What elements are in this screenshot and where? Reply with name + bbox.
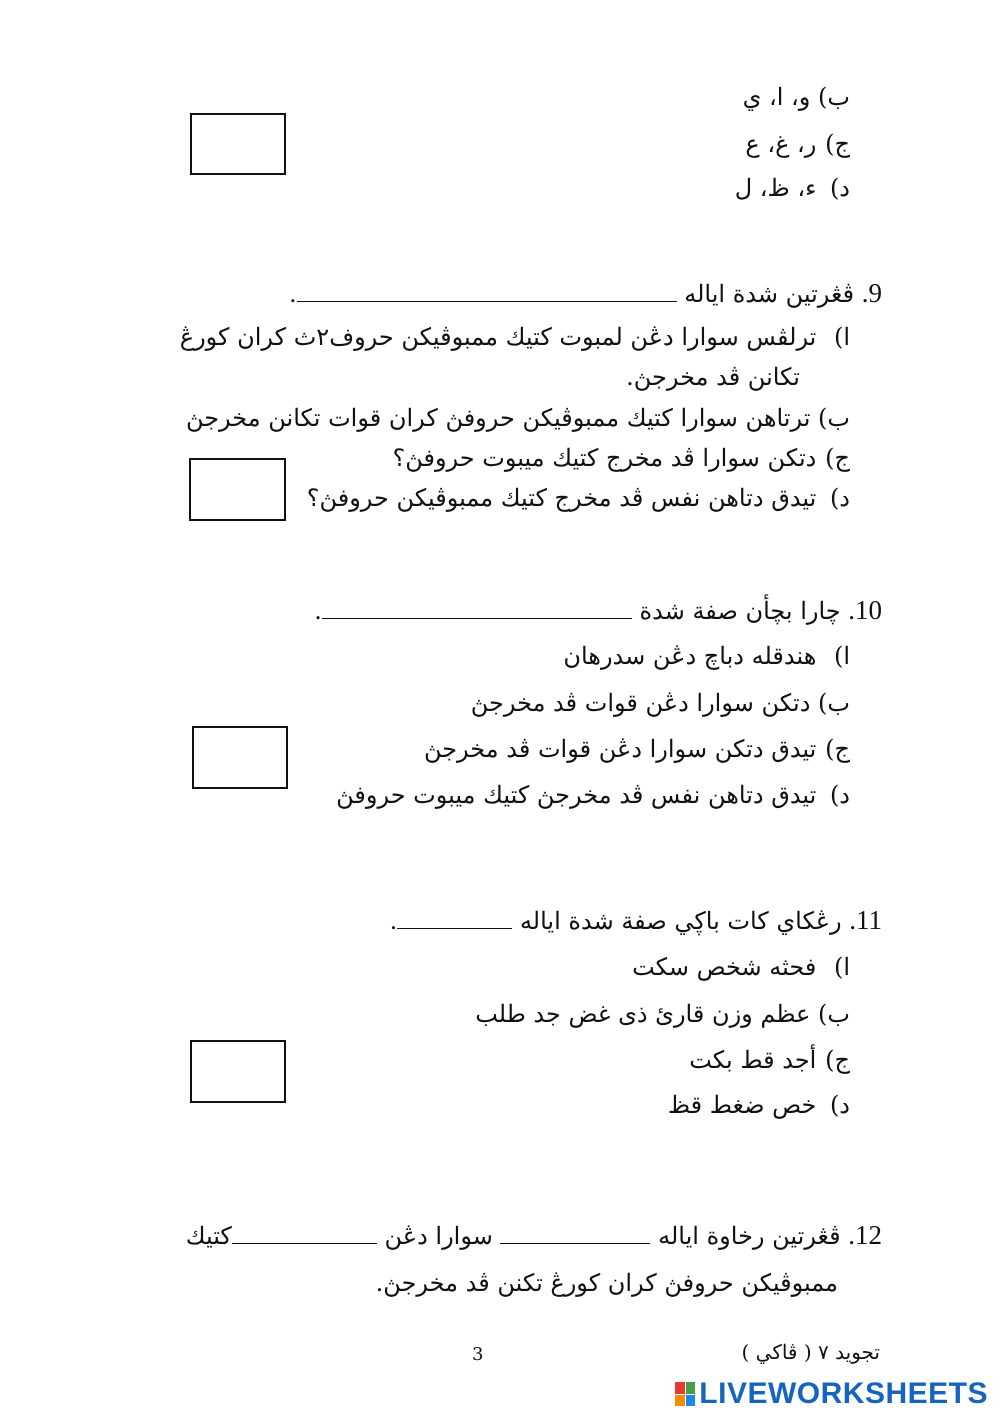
q8-answer-box[interactable] [190,113,286,175]
footer-title: تجويد ٧ ( ڤاكي ) [741,1340,880,1364]
q10-option-d [336,780,850,810]
answer-blank [322,614,632,619]
question-text-part1: ڤڠرتين رخاوة اياله [658,1222,841,1250]
option-text: هندقله دباچ دڠن سدرهان [563,642,817,670]
liveworksheets-logo [675,1378,988,1410]
page-number: 3 [472,1344,484,1365]
q11-answer-box[interactable] [190,1040,286,1103]
q10-option-a [563,641,850,671]
option-marker: ا) [833,642,850,670]
option-text: ر، غ، ع [745,130,817,158]
q8-option-c [745,129,850,159]
q11-option-a [632,952,850,982]
option-marker: ب) [818,83,850,111]
q10-option-b [471,688,850,718]
question-text: رڠكاي كات باڮي صفة شدة اياله [519,907,842,935]
question-number: 9. [861,278,882,308]
option-text: خص ضغط قظ [667,1091,817,1119]
question-end: . [288,280,297,308]
q10-option-c [424,734,850,764]
question-number: 11. [849,905,882,935]
question-text: چارا بچأن صفة شدة [639,597,841,625]
question-text: ڤڠرتين شدة اياله [684,280,855,308]
q9-answer-box[interactable] [189,458,286,521]
option-marker: د) [829,484,850,512]
answer-blank-2 [232,1239,377,1244]
q11-option-d [668,1090,850,1120]
badge-square-4 [686,1395,696,1407]
option-marker: ب) [818,404,850,432]
q8-option-b [743,82,850,112]
badge-square-2 [686,1382,696,1394]
option-marker: د) [829,1091,850,1119]
option-marker: ا) [833,953,850,981]
q9-option-a-cont [626,362,800,392]
answer-blank-1 [500,1239,650,1244]
option-text: ترتاهن سوارا كتيك ممبوڤيكن حروفڽ كران قوات تكانن مخرجڽ [185,404,811,432]
q8-option-d [735,173,850,203]
q11-option-b [475,999,850,1029]
option-text: تكانن ڤد مخرجڽ. [626,363,800,391]
option-marker: ب) [818,1000,850,1028]
question-number: 12. [848,1220,882,1250]
answer-blank [297,297,677,302]
option-text: تيدق دتكن سوارا دڠن قوات ڤد مخرجڽ [423,735,817,763]
q9-option-b [186,403,850,433]
answer-blank [397,924,512,929]
q9-stem [289,278,882,309]
option-text: عظم وزن قارئ ذى غض جد طلب [475,1000,811,1028]
option-text: ء، ظ، ل [734,174,817,202]
question-text-part2: سوارا دڠن [384,1222,493,1250]
q11-option-c [689,1045,850,1075]
option-marker: ج) [825,735,850,763]
q9-option-c [392,443,850,473]
option-text: دتكن سوارا ڤد مخرج كتيك ميبوت حروفڽ؟ [392,444,817,472]
option-text: أجد قط بكت [689,1046,817,1074]
badge-square-3 [675,1395,685,1407]
question-text-part3: كتيك [185,1222,232,1250]
option-marker: ج) [825,130,850,158]
logo-text: LIVEWORKSHEETS [699,1377,988,1410]
q10-answer-box[interactable] [192,726,288,789]
q10-stem [314,595,882,626]
option-text: ترلڤس سوارا دڠن لمبوت كتيك ممبوڤيكن حروف٢ث كران كورڠ [179,323,817,351]
question-number: 10. [848,595,882,625]
q9-option-a [180,322,850,352]
question-text-line2: ممبوڤيكن حروفڽ كران كورڠ تكنن ڤد مخرجڽ. [375,1269,838,1297]
option-marker: ب) [818,689,850,717]
q12-stem [186,1220,882,1251]
q12-stem-cont [376,1268,838,1298]
option-text: و، ا، ي [742,83,811,111]
option-text: تيدق دتاهن نفس ڤد مخرجڽ كتيك ميبوت حروفڽ [336,781,817,809]
q11-stem [390,905,882,936]
option-marker: ج) [825,444,850,472]
q9-option-d [307,483,850,513]
option-marker: د) [829,174,850,202]
option-marker: ج) [825,1046,850,1074]
option-marker: د) [829,781,850,809]
question-end: . [314,597,322,625]
option-text: فحثه شخص سكت [632,953,817,981]
option-text: تيدق دتاهن نفس ڤد مخرج كتيك ممبوڤيكن حروفڽ؟ [306,484,817,512]
badge-square-1 [675,1382,685,1394]
option-text: دتكن سوارا دڠن قوات ڤد مخرجڽ [470,689,811,717]
option-marker: ا) [833,323,850,351]
question-end: . [389,907,398,935]
logo-badge-icon [675,1382,695,1406]
